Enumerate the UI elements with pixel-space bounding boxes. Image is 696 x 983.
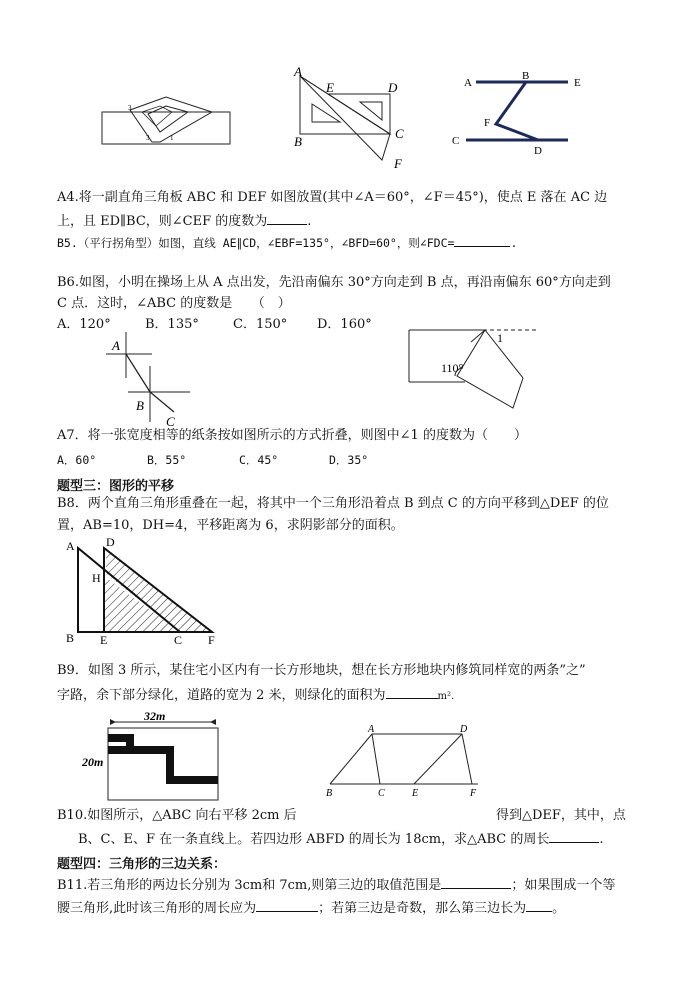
label-3a: 3 <box>128 104 132 112</box>
label-D: D <box>388 80 398 95</box>
answer-blank-odd[interactable] <box>526 899 552 912</box>
q-b10-period: . <box>599 832 604 847</box>
label-H: H <box>92 571 101 585</box>
label-C: C <box>395 126 404 141</box>
q-b10-line1b: 得到△DEF，其中，点 <box>496 808 626 823</box>
label-A: A <box>464 77 472 89</box>
q-b11-line2 <box>57 899 565 917</box>
label-F: F <box>208 633 215 646</box>
option-b: B．135° <box>145 317 199 332</box>
q-a4-line1: A4.将一副直角三角板 ABC 和 DEF 如图放置(其中∠A＝60°，∠F＝45°)，使点 E 落在 AC 边 <box>57 190 608 205</box>
label-F: F <box>484 117 491 129</box>
figure-b6 <box>100 330 195 430</box>
q-a4-period: . <box>307 214 312 229</box>
q-b9-line1: B9．如图 3 所示，某住宅小区内有一长方形地块，想在长方形地块内修筑同样宽的两条”之” <box>57 663 586 678</box>
label-B: B <box>326 788 333 798</box>
label-D: D <box>460 724 468 735</box>
label-A: A <box>368 724 375 735</box>
label-D: D <box>534 145 542 157</box>
label-E: E <box>100 633 108 646</box>
label-C: C <box>378 788 385 798</box>
q-b11-line2-end: 。 <box>552 901 566 916</box>
section-title-3: 题型三：图形的平移 <box>57 479 175 494</box>
label-width: 32m <box>144 712 166 723</box>
label-E: E <box>326 80 334 95</box>
label-height: 20m <box>82 755 104 769</box>
label-A: A <box>294 64 302 79</box>
answer-blank[interactable] <box>386 686 438 699</box>
label-F: F <box>470 788 477 798</box>
option-c: C．45° <box>239 453 279 467</box>
figure-b5 <box>450 70 590 158</box>
q-b11-line1-tail: ；如果围成一个等 <box>511 878 616 893</box>
q-b11-line1 <box>57 876 615 894</box>
q-a4-line2 <box>57 212 311 230</box>
label-D: D <box>106 535 115 549</box>
angle-1: 1 <box>497 331 503 345</box>
label-A: A <box>66 539 75 553</box>
q-a7-options <box>57 452 397 468</box>
label-B: B <box>66 631 75 645</box>
q-b11-line2-mid: ；若第三边是奇数，那么第三边长为 <box>318 901 527 916</box>
label-C: C <box>174 633 183 646</box>
label-A: A <box>112 338 120 353</box>
label-1: 1 <box>170 134 174 142</box>
q-b6-line2: C 点．这时，∠ABC 的度数是 （ ） <box>57 296 291 311</box>
label-3b: 3 <box>146 134 150 142</box>
q-b9-line2 <box>57 686 454 705</box>
answer-blank[interactable] <box>267 212 307 225</box>
figure-b9 <box>80 712 230 804</box>
label-E: E <box>412 788 419 798</box>
option-c: C．150° <box>233 317 288 332</box>
label-B: B <box>294 134 302 149</box>
q-a4-line2-text: 上，且 ED∥BC，则∠CEF 的度数为 <box>57 214 268 229</box>
q-b6-line1: B6.如图，小明在操场上从 A 点出发，先沿南偏东 30°方向走到 B 点，再沿南偏东 60°方向走到 <box>57 275 611 290</box>
q-b11-line2-text: 腰三角形,此时该三角形的周长应为 <box>57 901 257 916</box>
answer-blank[interactable] <box>454 234 510 247</box>
q-b5-period: . <box>510 236 518 250</box>
option-a: A．60° <box>57 453 97 467</box>
q-b5 <box>57 234 517 251</box>
q-b5-text: B5.（平行拐角型）如图，直线 AE∥CD，∠EBF=135°，∠BFD=60°，则∠FDC= <box>57 236 455 250</box>
label-C: C <box>452 135 460 147</box>
q-b11-line1-text: B11.若三角形的两边长分别为 3cm和 7cm,则第三边的取值范围是 <box>57 878 442 893</box>
answer-blank[interactable] <box>549 830 599 843</box>
option-d: D．160° <box>317 317 372 332</box>
section-title-4: 题型四：三角形的三边关系： <box>57 857 227 872</box>
label-B: B <box>522 70 530 82</box>
figure-triangle-rulers <box>100 96 232 148</box>
label-F: F <box>394 156 402 171</box>
figure-a4 <box>290 64 415 172</box>
option-d: D．35° <box>329 453 369 467</box>
option-b: B．55° <box>147 453 187 467</box>
label-E: E <box>574 77 581 89</box>
figure-b10 <box>322 722 492 798</box>
q-a7-line1: A7．将一张宽度相等的纸条按如图所示的方式折叠，则图中∠1 的度数为（ ） <box>57 428 527 443</box>
angle-110: 110° <box>441 361 464 375</box>
option-a: A．120° <box>57 317 111 332</box>
q-b8-line2: 置，AB=10，DH=4，平移距离为 6，求阴影部分的面积。 <box>57 518 404 533</box>
q-b10-line1a: B10.如图所示，△ABC 向右平移 2cm 后 <box>57 808 297 823</box>
q-b9-line2-text: 字路，余下部分绿化，道路的宽为 2 米，则绿化的面积为 <box>57 688 386 703</box>
q-b10-line2 <box>78 830 603 848</box>
figure-a7 <box>405 322 540 410</box>
answer-blank-range[interactable] <box>441 876 511 889</box>
answer-blank-perimeter[interactable] <box>256 899 318 912</box>
q-b8-line1: B8．两个直角三角形重叠在一起，将其中一个三角形沿着点 B 到点 C 的方向平移到△DEF 的位 <box>57 496 609 511</box>
label-B: B <box>136 398 144 413</box>
q-b10-line2-text: B、C、E、F 在一条直线上。若四边形 ABFD 的周长为 18cm，求△ABC 的周长 <box>78 832 550 847</box>
label-C: C <box>166 414 175 429</box>
figure-b8 <box>62 534 222 646</box>
q-b9-unit: m². <box>437 691 455 702</box>
